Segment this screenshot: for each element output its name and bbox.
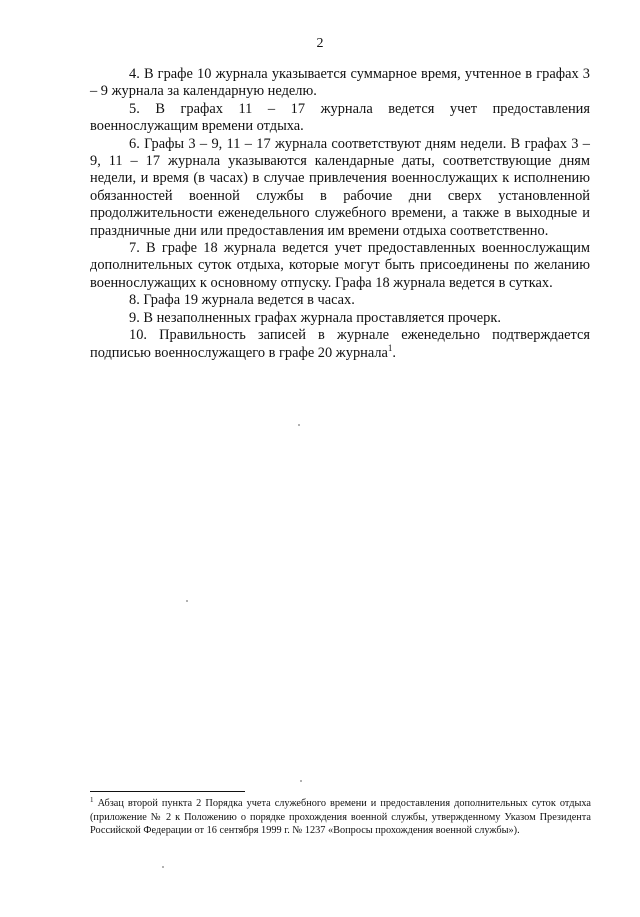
scan-speck xyxy=(162,866,164,868)
paragraph-item-10: 10. Правильность записей в журнале еженедельно подтверждается подписью военнослужащего в графе 20 журнала$^1$. xyxy=(90,327,590,361)
paragraph-item-5: 5. В графах 11 – 17 журнала ведется учет предоставления военнослужащим времени отдыха. xyxy=(90,100,590,135)
scan-speck xyxy=(298,424,300,426)
scan-speck xyxy=(300,780,302,782)
paragraph-item-10-text: 10. Правильность записей в журнале еженедельно подтверждается подписью военнослужащего в графе 20 журнала xyxy=(90,327,590,361)
paragraph-item-4: 4. В графе 10 журнала указывается суммарное время, учтенное в графах 3 – 9 журнала за календарную неделю. xyxy=(90,66,590,100)
paragraph-item-7: 7. В графе 18 журнала ведется учет предоставленных военнослужащим дополнительных суток отдыха, которые могут быть присоединены по желанию военнослужащих к основному отпуску. Графа 18 журнала ведется в сутках. xyxy=(90,240,590,291)
footnote-reference: 1 xyxy=(387,342,393,353)
document-body xyxy=(90,66,590,362)
paragraph-item-6: 6. Графы 3 – 9, 11 – 17 журнала соответствуют дням недели. В графах 3 – 9, 11 – 17 журнала указываются календарные даты, соответствующие дням недели, и время (в часах) в случае привлечения военнослужащих к исполнению обязанностей военной службы в рабочие дни сверх установленной продолжительности еженедельного служебного времени, а также в выходные и праздничные дни или предоставления им времени отдыха соответственно. xyxy=(90,135,590,239)
paragraph-item-9: 9. В незаполненных графах журнала проставляется прочерк. xyxy=(129,309,501,326)
page-number: 2 xyxy=(316,36,324,51)
footnote xyxy=(90,797,591,838)
footnote-text: Абзац второй пункта 2 Порядка учета служебного времени и предоставления дополнительных суток отдыха (приложение № 2 к Положению о порядке прохождения военной службы, утвержденному Указом Президента Российской Федерации от 16 сентября 1999 г. № 1237 «Вопросы прохождения военной службы»). xyxy=(90,798,591,837)
footnote-marker: 1 xyxy=(90,796,94,804)
paragraph-item-8: 8. Графа 19 журнала ведется в часах. xyxy=(129,292,355,309)
footnote-separator xyxy=(90,791,245,792)
scan-speck xyxy=(186,600,188,602)
